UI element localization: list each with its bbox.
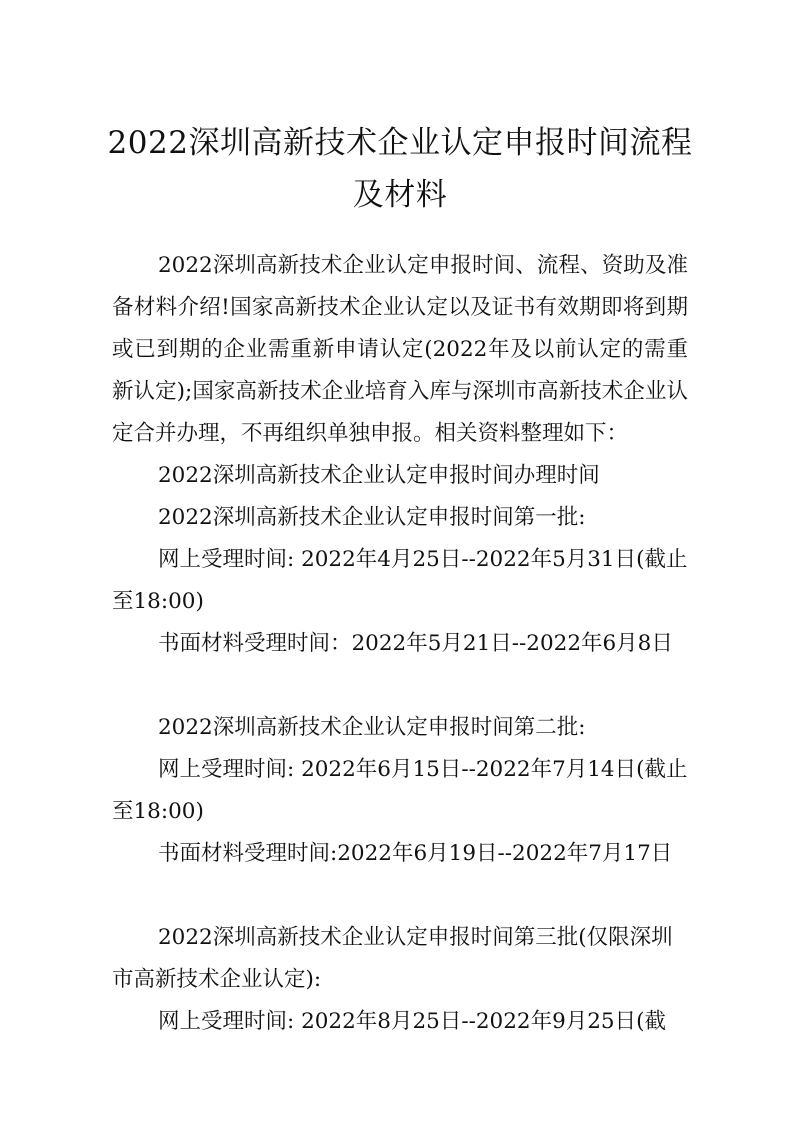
section-heading-schedule: 2022深圳高新技术企业认定申报时间办理时间 — [158, 463, 600, 488]
intro-paragraph: 2022深圳高新技术企业认定申报时间、流程、资助及准备材料介绍!国家高新技术企业认定以及证书有效期即将到期或已到期的企业需重新申请认定(2022年及以前认定的需重新认定);国家高新技术企业培育入库与深圳市高新技术企业认定合并办理，不再组织单独申报。相关资料整理如下： — [112, 253, 688, 446]
document-title-line-2: 及材料 — [352, 177, 448, 213]
batch-1-heading: 2022深圳高新技术企业认定申报时间第一批: — [158, 505, 586, 530]
batch-1-online-time: 网上受理时间: 2022年4月25日--2022年5月31日(截止至18:00) — [112, 547, 688, 614]
document-title-line-1: 2022深圳高新技术企业认定申报时间流程 — [107, 125, 693, 161]
batch-2-paper-time: 书面材料受理时间:2022年6月19日--2022年7月17日 — [158, 841, 673, 866]
batch-2-online-time: 网上受理时间: 2022年6月15日--2022年7月14日(截止至18:00) — [112, 757, 688, 824]
batch-3-heading: 2022深圳高新技术企业认定申报时间第三批(仅限深圳市高新技术企业认定): — [112, 925, 673, 992]
batch-3-online-time: 网上受理时间: 2022年8月25日--2022年9月25日(截 — [158, 1009, 667, 1034]
batch-1-paper-time: 书面材料受理时间：2022年5月21日--2022年6月8日 — [158, 631, 673, 656]
batch-2-heading: 2022深圳高新技术企业认定申报时间第二批: — [158, 715, 586, 740]
